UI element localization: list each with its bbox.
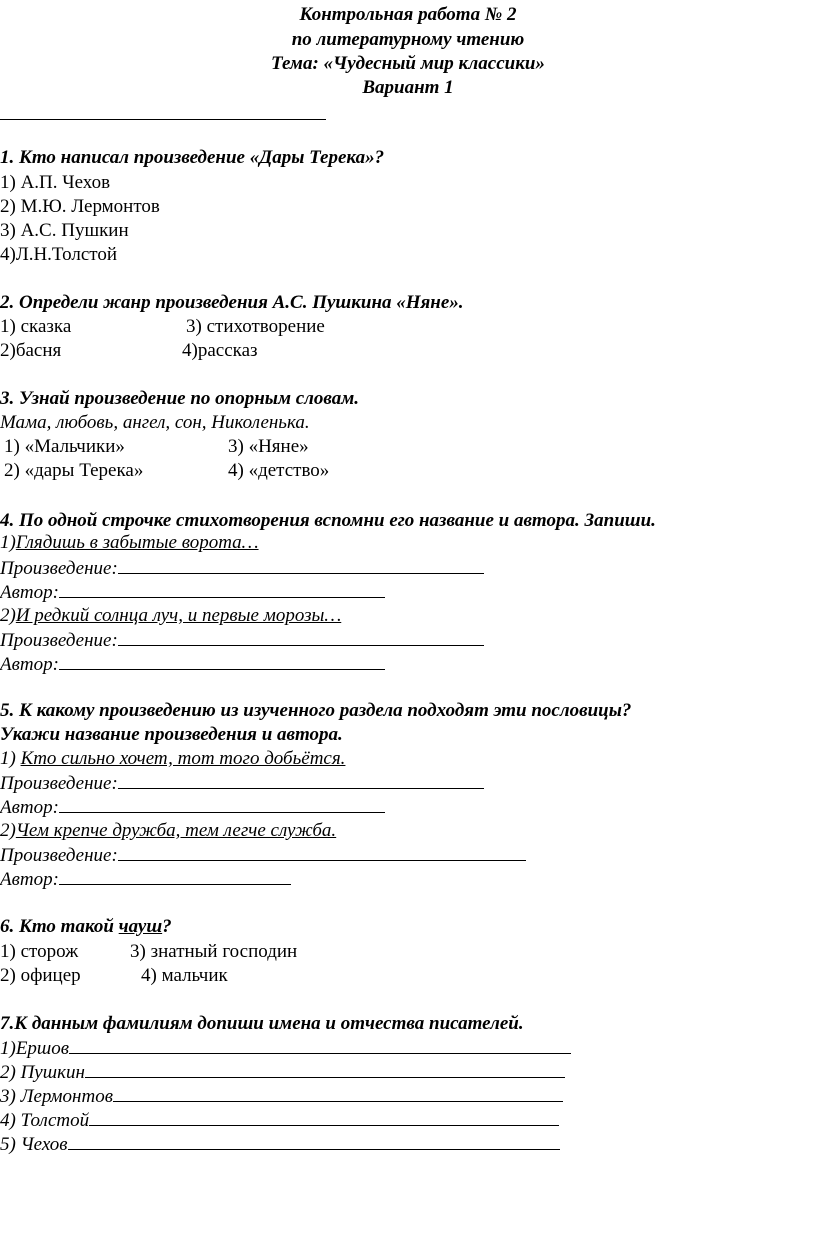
doc-topic: Тема: «Чудесный мир классики» (271, 53, 545, 74)
answer-blank[interactable] (69, 1037, 571, 1054)
answer-blank[interactable] (59, 653, 385, 670)
q4-item-1-author (0, 581, 385, 604)
q7-name-ershov: 1)Ершов (0, 1038, 70, 1059)
doc-subject: по литературному чтению (291, 29, 525, 50)
q4-item-1 (0, 532, 259, 554)
answer-blank[interactable] (118, 557, 484, 574)
q6-question (0, 916, 172, 938)
answer-blank[interactable] (118, 844, 526, 861)
q5-item-1-line: Кто сильно хочет, тот того добьётся. (20, 748, 346, 769)
q4-item-2-work (0, 629, 484, 652)
answer-blank[interactable] (113, 1085, 563, 1102)
q2-option-3: 3) стихотворение (186, 316, 325, 337)
answer-blank[interactable] (68, 1133, 560, 1150)
q7-item-2 (0, 1061, 565, 1084)
q4-item-1-line: Глядишь в забытые ворота… (15, 532, 259, 553)
q2-option-1: 1) сказка (0, 316, 72, 337)
author-label: Автор: (0, 582, 59, 603)
q5-item-2 (0, 820, 336, 842)
answer-blank[interactable] (85, 1061, 565, 1078)
work-label: Произведение: (0, 773, 118, 794)
q1-option-4: 4)Л.Н.Толстой (0, 244, 117, 265)
q6-option-1: 1) сторож (0, 941, 79, 962)
answer-blank[interactable] (118, 772, 484, 789)
q1-option-2: 2) М.Ю. Лермонтов (0, 196, 160, 217)
q7-name-lermontov: 3) Лермонтов (0, 1086, 113, 1107)
q5-item-2-line: Чем крепче дружба, тем легче служба. (15, 820, 337, 841)
q7-item-5 (0, 1133, 560, 1156)
q1-option-1: 1) А.П. Чехов (0, 172, 111, 193)
q6-option-3: 3) знатный господин (130, 941, 298, 962)
work-label: Произведение: (0, 558, 118, 579)
answer-blank[interactable] (59, 581, 385, 598)
q7-name-chekhov: 5) Чехов (0, 1134, 68, 1155)
q7-name-tolstoy: 4) Толстой (0, 1110, 90, 1131)
doc-variant: Вариант 1 (362, 77, 454, 98)
q2-question: 2. Определи жанр произведения А.С. Пушкина «Няне». (0, 292, 464, 313)
q3-option-2: 2) «дары Терека» (4, 460, 144, 481)
q5-item-1 (0, 748, 345, 770)
work-label: Произведение: (0, 630, 118, 651)
q2-option-2: 2)басня (0, 340, 62, 361)
q6-option-4: 4) мальчик (141, 965, 228, 986)
q1-option-3: 3) А.С. Пушкин (0, 220, 129, 241)
q5-question-line-1: 5. К какому произведению из изученного раздела подходят эти пословицы? (0, 700, 632, 721)
q7-question: 7.К данным фамилиям допиши имена и отчества писателей. (0, 1013, 524, 1034)
q7-item-1 (0, 1037, 571, 1060)
answer-blank[interactable] (118, 629, 484, 646)
q7-item-4 (0, 1109, 559, 1132)
q5-item-2-work (0, 844, 526, 867)
q6-option-2: 2) офицер (0, 965, 81, 986)
q6-question-word: чауш (118, 916, 163, 937)
answer-blank[interactable] (89, 1109, 559, 1126)
q4-item-2-num: 2) (0, 605, 16, 626)
q6-question-suffix: ? (162, 916, 172, 937)
q4-item-1-work (0, 557, 484, 580)
q3-option-3: 3) «Няне» (228, 436, 309, 457)
q2-option-4: 4)рассказ (182, 340, 258, 361)
q5-item-2-author (0, 868, 291, 891)
q3-option-1: 1) «Мальчики» (4, 436, 125, 457)
q4-question: 4. По одной строчке стихотворения вспомни его название и автора. Запиши. (0, 510, 656, 531)
q3-keywords: Мама, любовь, ангел, сон, Николенька. (0, 412, 310, 433)
q4-item-1-num: 1) (0, 532, 16, 553)
answer-blank[interactable] (59, 868, 291, 885)
q5-item-1-work (0, 772, 484, 795)
name-line (0, 119, 326, 120)
q5-question-line-2: Укажи название произведения и автора. (0, 724, 343, 745)
q7-name-pushkin: 2) Пушкин (0, 1062, 85, 1083)
q6-question-prefix: 6. Кто такой (0, 916, 119, 937)
q5-item-1-author (0, 796, 385, 819)
q1-question: 1. Кто написал произведение «Дары Терека»? (0, 147, 385, 168)
q4-item-2 (0, 605, 341, 627)
q4-item-2-line: И редкий солнца луч, и первые морозы… (15, 605, 342, 626)
q4-item-2-author (0, 653, 385, 676)
work-label: Произведение: (0, 845, 118, 866)
q5-item-2-num: 2) (0, 820, 16, 841)
author-label: Автор: (0, 869, 59, 890)
q7-item-3 (0, 1085, 563, 1108)
answer-blank[interactable] (59, 796, 385, 813)
q3-question: 3. Узнай произведение по опорным словам. (0, 388, 360, 409)
q5-item-1-num: 1) (0, 748, 21, 769)
author-label: Автор: (0, 797, 59, 818)
author-label: Автор: (0, 654, 59, 675)
doc-title: Контрольная работа № 2 (299, 4, 517, 25)
q3-option-4: 4) «детство» (228, 460, 330, 481)
